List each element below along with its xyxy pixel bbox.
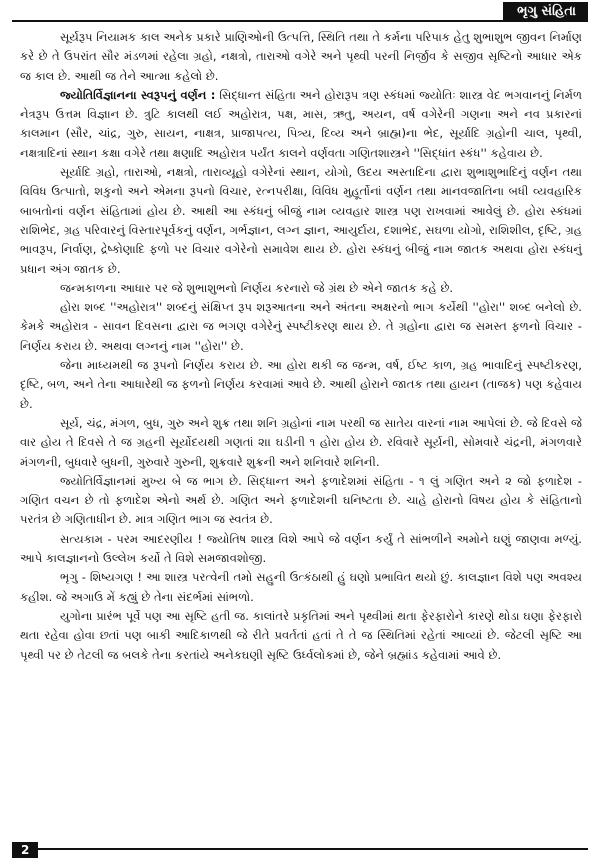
- paragraph-5: હોરા શબ્દ ''અહોરાત્ર'' શબ્દનું સંક્ષિપ્ત રૂપ શરૂઆતના અને અંતના અક્ષરનો ભાગ કર્યેથી ''હોરા'' શબ્દ બનેલો છે. કેમકે અહોરાત્ર - સાવન દિવસના દ્વારા જ ભગણ વગેરેનું સ્પષ્ટીકરણ થાય છે. તે ગ્રહોના દ્વારા જ સમસ્ત ફળનો વિચાર - નિર્ણય કરાય છે. અથવા લગ્નનું નામ ''હોરા'' છે.: [20, 300, 582, 353]
- header-rule: [12, 20, 588, 22]
- paragraph-2-text: સિદ્ધાન્ત સંહિતા અને હોરારૂપ ત્રણ સ્કંધમાં જ્યોતિઃ શાસ્ત્ર વેદ ભગવાનનું નિર્મળ નેત્રરૂપ ઉત્તમ વિજ્ઞાન છે. ત્રુટિ કાલથી લઈ અહોરાત્ર, પક્ષ, માસ, ઋતુ, અયન, વર્ષ વગેરેની ગણના અને નવ પ્રકારનાં કાલમાન (સૌર, ચાંદ્ર, ગુરુ, સાયન, નાક્ષત્ર, પ્રાજાપત્ય, પિત્ર્ય, દિવ્ય અને બ્રાહ્મ)ના ભેદ, સૂર્યાદિ ગ્રહોની ચાલ, પૃથ્વી, નક્ષત્રાદિનાં સ્થાન કક્ષા વગેરે તથા ક્ષણાદિ અહોરાત્ર પર્યંત કાલને વર્ણવતા ગણિતશાસ્ત્રને ''સિદ્ધાંત સ્કંધ'' કહેવાય છે.: [20, 87, 582, 160]
- running-header: ભૃગુ સંહિતા: [503, 2, 588, 22]
- page-body: [20, 28, 582, 665]
- paragraph-10: ભૃગુ - શિષ્યગણ ! આ શાસ્ત્ર પરત્વેની તમો સહુની ઉત્કંઠાથી હું ઘણો પ્રભાવિત થયો છું. કાલજ્ઞાન વિશે પણ અવશ્ય કહીશ. જે અગાઉ મેં કહ્યું છે તેના સંદર્ભમાં સાંભળો.: [20, 570, 582, 604]
- paragraph-3: સૂર્યાદિ ગ્રહો, તારાઓ, નક્ષત્રો, તારાવ્યૂહો વગેરેનાં સ્થાન, યોગો, ઉદય અસ્તાદિના દ્વારા શુભાશુભાદિનું વર્ણન તથા વિવિધ ઉત્પાતો, શકુનો અને એમના રૂપનો વિચાર, રત્નપરીક્ષા, વિવિધ મુહૂર્તોનાં વર્ણન તથા માનવજાતિના બધી વ્યવહારિક બાબતોનાં વર્ણન સંહિતામાં હોય છે. આથી આ સ્કંધનું બીજું નામ વ્યવહાર શાસ્ત્ર પણ રાખવામાં આવેલું છે. હોરા સ્કંધમાં રાશિભેદ, ગ્રહ પરિવારનું વિસ્તારપૂર્વકનું વર્ણન, ગર્ભજ્ઞાન, લગ્ન જ્ઞાન, આયુર્દાય, દશાભેદ, સઘળા યોગો, રાશિશીલ, દૃષ્ટિ, ગ્રહ ભાવરૂપ, નિર્વાણ, દ્રેષ્કોણાદિ ફળો પર વિચાર વગેરેનો સમાવેશ થાય છે. હોરા સ્કંધનું બીજું નામ જાતક અથવા હોરા સ્કંધનું પ્રધાન અંગ જાતક છે.: [20, 165, 582, 276]
- paragraph-4: જન્મકાળના આધાર પર જે શુભાશુભનો નિર્ણય કરનારો જે ગ્રંથ છે એને જાતક કહે છે.: [60, 280, 454, 295]
- paragraph-6: જેના માધ્યમથી જ રૂપનો નિર્ણય કરાય છે. આ હોરા થકી જ જન્મ, વર્ષ, ઈષ્ટ કાળ, ગ્રહ ભાવાદિનું સ્પષ્ટીકરણ, દૃષ્ટિ, બળ, અને તેના આધારેથી જ ફળનો નિર્ણય કરવામાં આવે છે. આથી હોરાને જાતક તથા હાયન (તાજક) પણ કહેવાય છે.: [20, 358, 582, 411]
- section-heading: જ્યોતિર્વિજ્ઞાનના સ્વરૂપનું વર્ણન :: [60, 87, 216, 102]
- page-number: 2: [12, 842, 38, 858]
- paragraph-1: સૂર્યરૂપ નિયામક કાલ અનેક પ્રકારે પ્રાણિઓની ઉત્પત્તિ, સ્થિતિ તથા તે કર્મના પરિપાક હેતુ શુભાશુભ જીવન નિર્માણ કરે છે તે ઉપરાંત સૌર મંડળમાં રહેલા ગ્રહો, નક્ષત્રો, તારાઓ વગેરે અને પૃથ્વી પરની નિર્જીવ કે સજીવ સૃષ્ટિનો આધાર એક જ કાલ છે. આથી જ તેને આત્મા કહેલો છે.: [20, 30, 582, 83]
- paragraph-9: સત્યકામ - પરમ આદરણીય ! જ્યોતિષ શાસ્ત્ર વિશે આપે જે વર્ણન કર્યું તે સાંભળીને અમોને ઘણું જાણવા મળ્યું. આપે કાલજ્ઞાનનો ઉલ્લેખ કર્યો તે વિશે સમજાવશોજી.: [20, 531, 582, 566]
- paragraph-7: સૂર્ય, ચંદ્ર, મંગળ, બુધ, ગુરુ અને શુક્ર તથા શનિ ગ્રહોનાં નામ પરથી જ સાતેય વારનાં નામ આપેલાં છે. જે દિવસે જે વાર હોય તે દિવસે તે જ ગ્રહની સૂર્યોદયથી ગણતાં ૨।। ઘડીની ૧ હોરા હોય છે. રવિવારે સૂર્યની, સોમવારે ચંદ્રની, મંગળવારે મંગળની, બુધવારે બુધની, ગુરુવારે ગુરુની, શુક્રવારે શુક્રની અને શનિવારે શનિની.: [20, 415, 582, 469]
- paragraph-11: યુગોના પ્રારંભ પૂર્વે પણ આ સૃષ્ટિ હતી જ. કાલાંતરે પ્રકૃતિમાં અને પૃથ્વીમાં થતા ફેરફારોને કારણે થોડા ઘણા ફેરફારો થતા રહેવા હોવા છતાં પણ બાકી આદિકાળથી જે રીતે પ્રવર્તતાં હતાં તે તે જ સ્થિતિમાં રહેતાં આવ્યાં છે. જેટલી સૃષ્ટિ આ પૃથ્વી પર છે તેટલી જ બલકે તેના કરતાંયે અનેકઘણી સૃષ્ટિ ઉર્ધ્વલોકમાં છે, જેને બ્રહ્માંડ કહેવામાં આવે છે.: [20, 608, 582, 662]
- paragraph-8: જ્યોતિર્વિજ્ઞાનમાં મુખ્ય બે જ ભાગ છે. સિદ્ધાન્ત અને ફળાદેશમાં સંહિતા - ૧ લું ગણિત અને ૨ જો ફળાદેશ - ગણિત વચન છે તો ફળાદેશ એનો અર્થ છે. ગણિત અને ફળાદેશની ઘનિષ્ટતા છે. ચાહે હોરાનો વિષય હોય કે સંહિતાનો પરતંત્ર છે ગણિતાધીન છે. માત્ર ગણિત ભાગ જ સ્વતંત્ર છે.: [20, 473, 582, 527]
- paragraph-2: [20, 86, 582, 163]
- footer-rule: [12, 848, 588, 850]
